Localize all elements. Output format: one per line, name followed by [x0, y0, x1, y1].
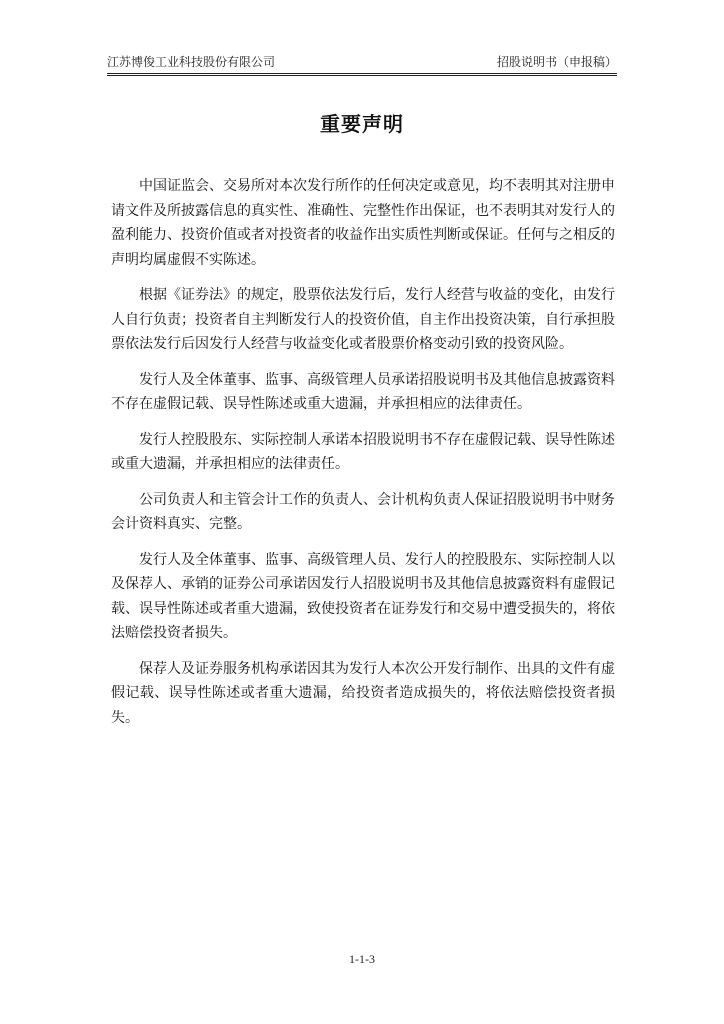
paragraph: 发行人及全体董事、监事、高级管理人员承诺招股说明书及其他信息披露资料不存在虚假记载、误导性陈述或重大遗漏，并承担相应的法律责任。	[111, 371, 615, 412]
paragraph: 公司负责人和主管会计工作的负责人、会计机构负责人保证招股说明书中财务会计资料真实、完整。	[111, 491, 615, 532]
header-document-name: 招股说明书（申报稿）	[496, 55, 617, 69]
header-divider	[107, 73, 617, 74]
header-divider-thin	[107, 75, 617, 76]
paragraph: 根据《证券法》的规定，股票依法发行后，发行人经营与收益的变化，由发行人自行负责；投资者自主判断发行人的投资价值，自主作出投资决策，自行承担股票依法发行后因发行人经营与收益变化或者股票价格变动引致的投资风险。	[111, 287, 615, 352]
page-title: 重要声明	[320, 112, 404, 136]
paragraph: 中国证监会、交易所对本次发行所作的任何决定或意见，均不表明其对注册申请文件及所披露信息的真实性、准确性、完整性作出保证，也不表明其对发行人的盈利能力、投资价值或者对投资者的收益作出实质性判断或保证。任何与之相反的声明均属虚假不实陈述。	[111, 178, 615, 268]
paragraph: 保荐人及证券服务机构承诺因其为发行人本次公开发行制作、出具的文件有虚假记载、误导性陈述或者重大遗漏，给投资者造成损失的，将依法赔偿投资者损失。	[111, 660, 615, 726]
paragraph: 发行人及全体董事、监事、高级管理人员、发行人的控股股东、实际控制人以及保荐人、承销的证券公司承诺因发行人招股说明书及其他信息披露资料有虚假记载、误导性陈述或者重大遗漏，致使投资者在证券发行和交易中遭受损失的，将依法赔偿投资者损失。	[111, 551, 615, 641]
page-number: 1-1-3	[349, 952, 375, 966]
page-header	[107, 50, 617, 70]
paragraph: 发行人控股股东、实际控制人承诺本招股说明书不存在虚假记载、误导性陈述或重大遗漏，并承担相应的法律责任。	[111, 431, 615, 472]
statement-body	[111, 174, 615, 741]
header-company-name: 江苏博俊工业科技股份有限公司	[107, 55, 276, 69]
